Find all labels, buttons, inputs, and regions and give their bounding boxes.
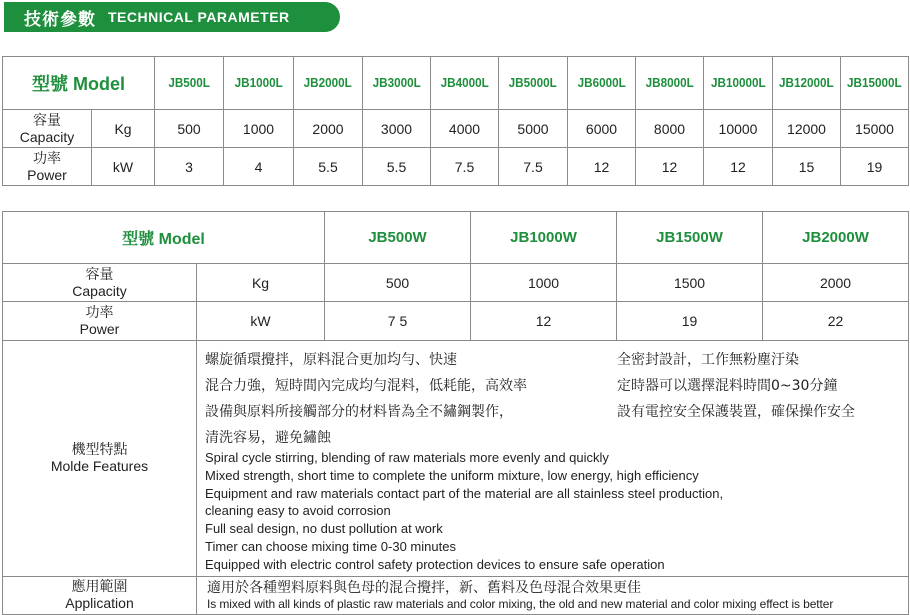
capacity-value: 8000 — [636, 110, 704, 148]
capacity-row — [3, 264, 909, 302]
model-header-cell: JB1000W — [471, 212, 617, 264]
power-value: 7 5 — [325, 302, 471, 341]
capacity-label: 容量 Capacity — [3, 264, 197, 302]
model-label: 型號 Model — [3, 57, 155, 110]
capacity-value: 5000 — [499, 110, 568, 148]
model-header-cell: JB5000L — [499, 57, 568, 110]
power-value: 12 — [568, 148, 636, 186]
power-value: 12 — [471, 302, 617, 341]
capacity-value: 12000 — [773, 110, 841, 148]
power-value: 22 — [763, 302, 909, 341]
power-row — [3, 148, 909, 186]
capacity-value: 2000 — [763, 264, 909, 302]
capacity-value: 1000 — [224, 110, 294, 148]
parameter-table-w-series — [2, 211, 909, 615]
features-zh: 螺旋循環攪拌，原料混合更加均勻、快速 全密封設計，工作無粉塵汙染 混合力強，短時間內完成均勻混料，低耗能，高效率 定時器可以選擇混料時間0~30分鐘 設備與原料所接觸部分的材料皆為全不鏽鋼製作， 設有電控安全保護裝置，確保操作安全 清洗容易，避免鏽蝕 — [205, 352, 855, 446]
model-header-cell: JB15000L — [841, 57, 909, 110]
model-label: 型號 Model — [3, 212, 325, 264]
capacity-value: 2000 — [294, 110, 363, 148]
power-row — [3, 302, 909, 341]
application-label: 應用範圍 Application — [3, 576, 197, 614]
capacity-value: 10000 — [704, 110, 773, 148]
features-content — [197, 341, 909, 577]
model-header-cell: JB3000L — [363, 57, 431, 110]
power-value: 7.5 — [499, 148, 568, 186]
features-row — [3, 341, 909, 577]
power-value: 12 — [636, 148, 704, 186]
power-value: 19 — [617, 302, 763, 341]
parameter-table-l-series — [2, 56, 909, 186]
model-header-cell: JB6000L — [568, 57, 636, 110]
power-value: 15 — [773, 148, 841, 186]
power-value: 3 — [155, 148, 224, 186]
model-header-cell: JB4000L — [431, 57, 499, 110]
capacity-value: 15000 — [841, 110, 909, 148]
application-row — [3, 576, 909, 614]
model-row — [3, 57, 909, 110]
capacity-value: 1500 — [617, 264, 763, 302]
capacity-label: 容量 Capacity — [3, 110, 92, 148]
capacity-unit: Kg — [197, 264, 325, 302]
power-unit: kW — [197, 302, 325, 341]
capacity-value: 4000 — [431, 110, 499, 148]
section-title-zh: 技術參數 — [24, 9, 96, 30]
section-title-en: TECHNICAL PARAMETER — [108, 9, 290, 25]
features-en: Spiral cycle stirring, blending of raw materials more evenly and quickly Mixed strength, short time to complete the uniform mixture, low energy, high efficiency Equipment and raw materials contact part of the material are all stainless steel production, cleaning easy to avoid corrosion Full seal design, no dust pollution at work Timer can choose mixing time 0-30 minutes Equipped with electric control safety protection devices to ensure safe operation — [205, 450, 724, 572]
model-header-cell: JB2000L — [294, 57, 363, 110]
model-header-cell: JB12000L — [773, 57, 841, 110]
model-header-cell: JB1000L — [224, 57, 294, 110]
capacity-value: 3000 — [363, 110, 431, 148]
model-header-cell: JB2000W — [763, 212, 909, 264]
section-header — [4, 2, 340, 32]
model-header-cell: JB500W — [325, 212, 471, 264]
capacity-value: 500 — [325, 264, 471, 302]
power-value: 4 — [224, 148, 294, 186]
power-unit: kW — [92, 148, 155, 186]
model-header-cell: JB500L — [155, 57, 224, 110]
capacity-value: 500 — [155, 110, 224, 148]
model-header-cell: JB1500W — [617, 212, 763, 264]
model-header-cell: JB10000L — [704, 57, 773, 110]
power-value: 12 — [704, 148, 773, 186]
power-label: 功率 Power — [3, 302, 197, 341]
capacity-value: 6000 — [568, 110, 636, 148]
power-value: 5.5 — [363, 148, 431, 186]
model-row — [3, 212, 909, 264]
power-label: 功率 Power — [3, 148, 92, 186]
capacity-unit: Kg — [92, 110, 155, 148]
model-header-cell: JB8000L — [636, 57, 704, 110]
power-value: 19 — [841, 148, 909, 186]
power-value: 7.5 — [431, 148, 499, 186]
capacity-row — [3, 110, 909, 148]
application-content: 適用於各種塑料原料與色母的混合攪拌，新、舊料及色母混合效果更佳 Is mixed with all kinds of plastic raw materials and color mixing, the old and new material and color mixing effect is better — [197, 576, 909, 614]
capacity-value: 1000 — [471, 264, 617, 302]
power-value: 5.5 — [294, 148, 363, 186]
features-label: 機型特點 Molde Features — [3, 341, 197, 577]
